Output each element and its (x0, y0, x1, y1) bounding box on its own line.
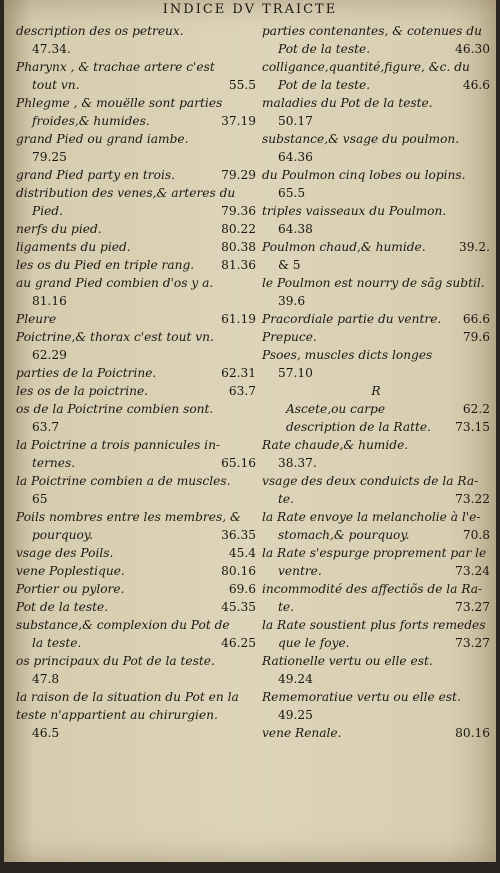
index-entry (262, 310, 490, 328)
index-entry (262, 130, 490, 148)
entry-text: 46.5 (32, 726, 60, 740)
entry-text: ligaments du pied. (16, 240, 131, 254)
entry-text: 50.17 (278, 114, 313, 128)
index-entry (16, 598, 256, 616)
index-entry (16, 202, 256, 220)
entry-text: teste n'appartient au chirurgien. (16, 708, 218, 722)
entry-text: 79.25 (32, 150, 67, 164)
entry-text: Rate chaude,& humide. (262, 438, 409, 452)
index-entry (16, 724, 256, 742)
index-entry (262, 112, 490, 130)
entry-text: que le foye. (278, 636, 350, 650)
index-entry (262, 526, 490, 544)
entry-text: te. (278, 600, 294, 614)
page-reference: 80.16 (455, 726, 490, 740)
entry-text: la Poictrine combien a de muscles. (16, 474, 231, 488)
entry-text: te. (278, 492, 294, 506)
entry-text: 49.24 (278, 672, 313, 686)
index-entry (262, 292, 490, 310)
entry-text: Rememoratiue vertu ou elle est. (262, 690, 461, 704)
index-entry (262, 490, 490, 508)
index-entry (262, 652, 490, 670)
entry-text: Pot de la teste. (16, 600, 109, 614)
page-reference: 62.2 (462, 402, 490, 416)
entry-text: nerfs du pied. (16, 222, 102, 236)
page-reference: 36.35 (221, 528, 256, 542)
page-reference: 37.19 (221, 114, 256, 128)
index-entry (262, 598, 490, 616)
index-entry (16, 418, 256, 436)
index-entry (16, 688, 256, 706)
index-entry (16, 220, 256, 238)
index-entry (16, 346, 256, 364)
page-reference: 73.24 (455, 564, 490, 578)
page-reference: 69.6 (228, 582, 256, 596)
index-entry (262, 562, 490, 580)
entry-text: 63.7 (32, 420, 60, 434)
page-reference: 80.22 (221, 222, 256, 236)
entry-text: 39.6 (278, 294, 306, 308)
entry-text: 57.10 (278, 366, 313, 380)
entry-text: tout vn. (32, 78, 80, 92)
index-entry (16, 76, 256, 94)
index-entry (16, 130, 256, 148)
index-entry (16, 310, 256, 328)
index-entry (262, 40, 490, 58)
entry-text: incommodité des affectiõs de la Ra- (262, 582, 483, 596)
entry-text: 47.34. (32, 42, 71, 56)
page-reference: 73.15 (455, 420, 490, 434)
entry-text: du Poulmon cinq lobes ou lopins. (262, 168, 466, 182)
page-reference: 62.31 (221, 366, 256, 380)
index-entry (262, 274, 490, 292)
entry-text: Poictrine,& thorax c'est tout vn. (16, 330, 214, 344)
entry-text: la raison de la situation du Pot en la (16, 690, 239, 704)
page-reference: 73.27 (455, 636, 490, 650)
page-reference: 63.7 (228, 384, 256, 398)
index-entry (16, 292, 256, 310)
entry-text: Pot de la teste. (278, 42, 371, 56)
entry-text: Phlegme , & mouëlle sont parties (16, 96, 223, 110)
index-entry (262, 616, 490, 634)
index-entry (16, 184, 256, 202)
entry-text: les os du Pied en triple rang. (16, 258, 195, 272)
index-entry (262, 202, 490, 220)
index-entry (262, 580, 490, 598)
page-reference: 79.36 (221, 204, 256, 218)
entry-text: grand Pied party en trois. (16, 168, 175, 182)
entry-text: 64.38 (278, 222, 313, 236)
page-reference: 46.6 (462, 78, 490, 92)
index-entry (262, 346, 490, 364)
index-entry (16, 544, 256, 562)
entry-text: parties de la Poictrine. (16, 366, 157, 380)
page-reference: 46.25 (221, 636, 256, 650)
entry-text: 65 (32, 492, 48, 506)
index-entry (262, 94, 490, 112)
index-entry (262, 58, 490, 76)
entry-text: Pracordiale partie du ventre. (262, 312, 442, 326)
entry-text: Prepuce. (262, 330, 317, 344)
page-reference: 55.5 (228, 78, 256, 92)
index-entry (16, 526, 256, 544)
entry-text: Poulmon chaud,& humide. (262, 240, 426, 254)
page-reference: 79.6 (462, 330, 490, 344)
entry-text: maladies du Pot de la teste. (262, 96, 433, 110)
index-entry (16, 40, 256, 58)
index-entry (262, 76, 490, 94)
page-reference: 65.16 (221, 456, 256, 470)
index-entry (16, 112, 256, 130)
index-entry (16, 382, 256, 400)
entry-text: R (371, 384, 381, 398)
entry-text: Ascete,ou carpe (286, 402, 386, 416)
entry-text: 62.29 (32, 348, 67, 362)
entry-text: ternes. (32, 456, 76, 470)
entry-text: substance,& vsage du poulmon. (262, 132, 460, 146)
entry-text: Portier ou pylore. (16, 582, 125, 596)
entry-text: vsage des Poils. (16, 546, 114, 560)
entry-text: colligance,quantité,figure, &c. du (262, 60, 470, 74)
entry-text: vene Renale. (262, 726, 342, 740)
page-reference: 66.6 (462, 312, 490, 326)
entry-text: au grand Pied combien d'os y a. (16, 276, 214, 290)
index-entry (262, 148, 490, 166)
index-entry (16, 22, 256, 40)
entry-text: 47.8 (32, 672, 60, 686)
entry-text: Poils nombres entre les membres, & (16, 510, 241, 524)
entry-text: substance,& complexion du Pot de (16, 618, 230, 632)
index-entry (16, 670, 256, 688)
book-page (4, 0, 496, 862)
index-entry (16, 472, 256, 490)
index-column-left (16, 22, 256, 742)
index-entry (262, 184, 490, 202)
index-entry (16, 652, 256, 670)
index-entry (262, 454, 490, 472)
index-column-right (262, 22, 490, 742)
index-entry (16, 94, 256, 112)
entry-text: os de la Poictrine combien sont. (16, 402, 214, 416)
index-entry (16, 238, 256, 256)
entry-text: parties contenantes, & cotenues du (262, 24, 482, 38)
entry-text: 38.37. (278, 456, 317, 470)
index-entry (262, 670, 490, 688)
index-entry (262, 544, 490, 562)
index-entry (16, 256, 256, 274)
page-reference: 80.16 (221, 564, 256, 578)
page-reference: 79.29 (221, 168, 256, 182)
index-entry (262, 436, 490, 454)
index-entry (262, 472, 490, 490)
entry-text: os principaux du Pot de la teste. (16, 654, 215, 668)
entry-text: froides,& humides. (32, 114, 150, 128)
index-entry (262, 400, 490, 418)
index-entry (16, 274, 256, 292)
entry-text: pourquoy. (32, 528, 93, 542)
index-entry (262, 166, 490, 184)
entry-text: grand Pied ou grand iambe. (16, 132, 189, 146)
index-entry (16, 400, 256, 418)
entry-text: stomach,& pourquoy. (278, 528, 410, 542)
index-entry (262, 724, 490, 742)
index-entry (16, 148, 256, 166)
index-entry (16, 580, 256, 598)
index-entry (262, 634, 490, 652)
page-reference: 70.8 (462, 528, 490, 542)
index-entry (262, 364, 490, 382)
entry-text: & 5 (278, 258, 301, 272)
index-entry (16, 490, 256, 508)
entry-text: le Poulmon est nourry de sãg subtil. (262, 276, 485, 290)
entry-text: vsage des deux conduicts de la Ra- (262, 474, 479, 488)
index-entry (16, 58, 256, 76)
entry-text: 49.25 (278, 708, 313, 722)
entry-text: 64.36 (278, 150, 313, 164)
index-entry (262, 706, 490, 724)
index-entry (16, 562, 256, 580)
entry-text: la teste. (32, 636, 82, 650)
entry-text: Pied. (32, 204, 63, 218)
entry-text: Pot de la teste. (278, 78, 371, 92)
index-entry (262, 256, 490, 274)
entry-text: Psoes, muscles dicts longes (262, 348, 433, 362)
entry-text: Pleure (16, 312, 57, 326)
page-header: INDICE DV TRAICTE (162, 2, 338, 17)
index-entry (262, 328, 490, 346)
entry-text: description des os petreux. (16, 24, 184, 38)
index-entry (262, 220, 490, 238)
page-reference: 73.22 (455, 492, 490, 506)
index-entry (16, 616, 256, 634)
index-entry (16, 328, 256, 346)
entry-text: la Rate s'espurge proprement par le (262, 546, 487, 560)
page-reference: 61.19 (221, 312, 256, 326)
entry-text: description de la Ratte. (286, 420, 432, 434)
index-entry (262, 508, 490, 526)
page-reference: 73.27 (455, 600, 490, 614)
entry-text: triples vaisseaux du Poulmon. (262, 204, 447, 218)
page-reference: 39.2. (458, 240, 490, 254)
index-entry (16, 436, 256, 454)
entry-text: Pharynx , & trachae artere c'est (16, 60, 215, 74)
index-entry (262, 688, 490, 706)
entry-text: la Rate soustient plus forts remedes (262, 618, 486, 632)
index-entry (16, 364, 256, 382)
page-reference: 81.36 (221, 258, 256, 272)
entry-text: vene Poplestique. (16, 564, 125, 578)
entry-text: la Poictrine a trois pannicules in- (16, 438, 221, 452)
entry-text: les os de la poictrine. (16, 384, 149, 398)
index-entry (262, 418, 490, 436)
index-entry (16, 634, 256, 652)
entry-text: ventre. (278, 564, 322, 578)
page-reference: 80.38 (221, 240, 256, 254)
index-entry (262, 382, 490, 400)
index-entry (16, 166, 256, 184)
index-entry (262, 238, 490, 256)
index-entry (16, 706, 256, 724)
entry-text: distribution des venes,& arteres du (16, 186, 236, 200)
index-entry (262, 22, 490, 40)
page-reference: 45.35 (221, 600, 256, 614)
entry-text: 65.5 (278, 186, 306, 200)
index-entry (16, 454, 256, 472)
entry-text: la Rate envoye la melancholie à l'e- (262, 510, 481, 524)
index-entry (16, 508, 256, 526)
page-reference: 46.30 (455, 42, 490, 56)
entry-text: 81.16 (32, 294, 67, 308)
page-reference: 45.4 (228, 546, 256, 560)
entry-text: Rationelle vertu ou elle est. (262, 654, 433, 668)
